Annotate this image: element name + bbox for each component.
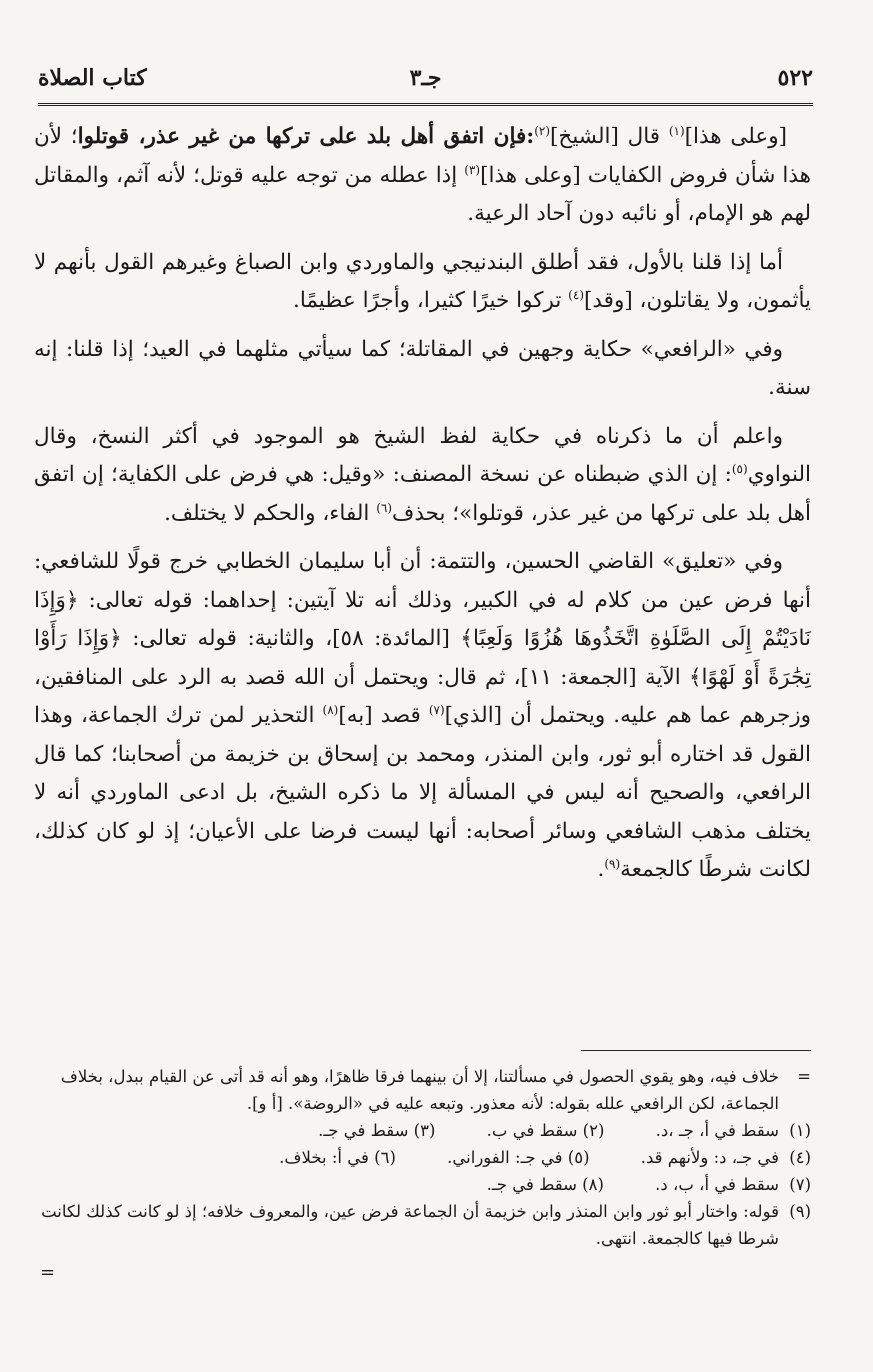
footnote-ref-1: (١) <box>668 123 685 138</box>
paragraph-4: واعلم أن ما ذكرناه في حكاية لفظ الشيخ هو الموجود في أكثر النسخ، وقال النواوي$^{(٥)}$: إن الذي ضبطناه عن نسخة المصنف: «وقيل: هي فرض على الكفاية؛ إن اتفق أهل بلد على تركها من غير عذر، قوتلوا»؛ بحذف$^{(٦)}$ الفاء، والحكم لا يختلف. <box>34 423 811 526</box>
continuation-marker: = <box>797 1067 811 1086</box>
continuation-marker-bottom: = <box>40 1262 56 1283</box>
footnote-row: (٤) في جـ، د: ولأنهم قد. (٥) في جـ: الفوراني. (٦) في أ: بخلاف. <box>279 1148 811 1167</box>
running-header <box>38 58 813 98</box>
footnote-ref-3: (٣) <box>464 162 481 177</box>
footnote-ref-2: (٢) <box>534 123 551 138</box>
footnote-ref-6: (٦) <box>376 500 393 515</box>
footnote-9: (٩) قوله: واختار أبو ثور وابن المنذر وابن خزيمة أن الجماعة فرض عين، والمعروف خلافه؛ إذ لو كانت كذلك لكانت شرطا فيها كالجمعة. انتهى. <box>41 1202 811 1248</box>
footnote-ref-5: (٥) <box>731 461 748 476</box>
main-text <box>34 118 811 900</box>
footnote-ref-9: (٩) <box>604 856 621 871</box>
paragraph-5: وفي «تعليق» القاضي الحسين، والتتمة: أن أبا سليمان الخطابي خرج قولًا للشافعي: أنها فرض عين من كلام له في الكبير، وذلك أنه تلا آيتين: إحداهما: قوله تعالى: ﴿وَإِذَا نَادَيْتُمْ إِلَى الصَّلَوٰةِ اتَّخَذُوهَا هُزُوًا وَلَعِبًا﴾ [المائدة: ٥٨]، والثانية: قوله تعالى: ﴿وَإِذَا رَأَوْا تِجَٰرَةً أَوْ لَهْوًا﴾ الآية [الجمعة: ١١]، ثم قال: ويحتمل أن الله قصد به الرد على المنافقين، وزجرهم عما هم عليه. ويحتمل أن [الذي]$^{(٧)}$ قصد [به]$^{(٨)}$ التحذير لمن ترك الجماعة، وهذا القول قد اختاره أبو ثور، وابن المنذر، ومحمد بن إسحاق بن خزيمة من أصحابنا؛ كما قال الرافعي، والصحيح أنه ليس في المسألة إلا ما ذكره الشيخ، بل ادعى الماوردي أنه لا يختلف مذهب الشافعي وسائر أصحابه: أنها ليست فرضا على الأعيان؛ إذ لو كان كذلك، لكانت شرطًا كالجمعة$^{(٩)}$. <box>34 549 812 882</box>
footnote-row: (٧) سقط في أ، ب، د. (٨) سقط في جـ. <box>486 1175 811 1194</box>
footnote-ref-8: (٨) <box>322 702 339 717</box>
paragraph-3: وفي «الرافعي» حكاية وجهين في المقاتلة؛ كما سيأتي مثلهما في العيد؛ إذا قلنا: إنه سنة. <box>34 336 811 400</box>
volume-label: جـ٣ <box>409 65 442 91</box>
footnote-ref-4: (٤) <box>568 287 584 302</box>
matn-text: فإن اتفق أهل بلد على تركها من غير عذر، قوتلوا <box>77 124 527 149</box>
header-rule <box>38 103 813 106</box>
footnote-continuation: = خلاف فيه، وهو يقوي الحصول في مسألتنا، إلا أن بينهما فرقا ظاهرًا، وهو أنه قد أتى عن القيام ببدل، بخلاف الجماعة، لكن الرافعي علله بقوله: لأنه معذور. وتبعه عليه في «الروضة». [أ و]. <box>40 1063 811 1117</box>
footnote-row: (١) سقط في أ، جـ ،د. (٢) سقط في ب. (٣) سقط في جـ. <box>318 1121 811 1140</box>
page-number: ٥٢٢ <box>777 65 813 91</box>
footnote-rule <box>581 1050 811 1051</box>
footnotes <box>40 1063 811 1252</box>
paragraph-1: [وعلى هذا]$^{(١)}$ قال [الشيخ]$^{(٢)}$:فإن اتفق أهل بلد على تركها من غير عذر، قوتلوا؛ لأن هذا شأن فروض الكفايات [وعلى هذا]$^{(٣)}$ إذا عطله من توجه عليه قوتل؛ لأنه آثم، والمقاتل لهم هو الإمام، أو نائبه دون آحاد الرعية. <box>34 123 811 226</box>
paragraph-2: أما إذا قلنا بالأول، فقد أطلق البندنيجي والماوردي وابن الصباغ وغيرهم القول بأنهم لا يأثمون، ولا يقاتلون، [وقد]$^{(٤)}$ تركوا خيرًا كثيرا، وأجرًا عظيمًا. <box>34 249 811 313</box>
footnote-ref-7: (٧) <box>428 702 445 717</box>
book-title: كتاب الصلاة <box>38 65 147 91</box>
